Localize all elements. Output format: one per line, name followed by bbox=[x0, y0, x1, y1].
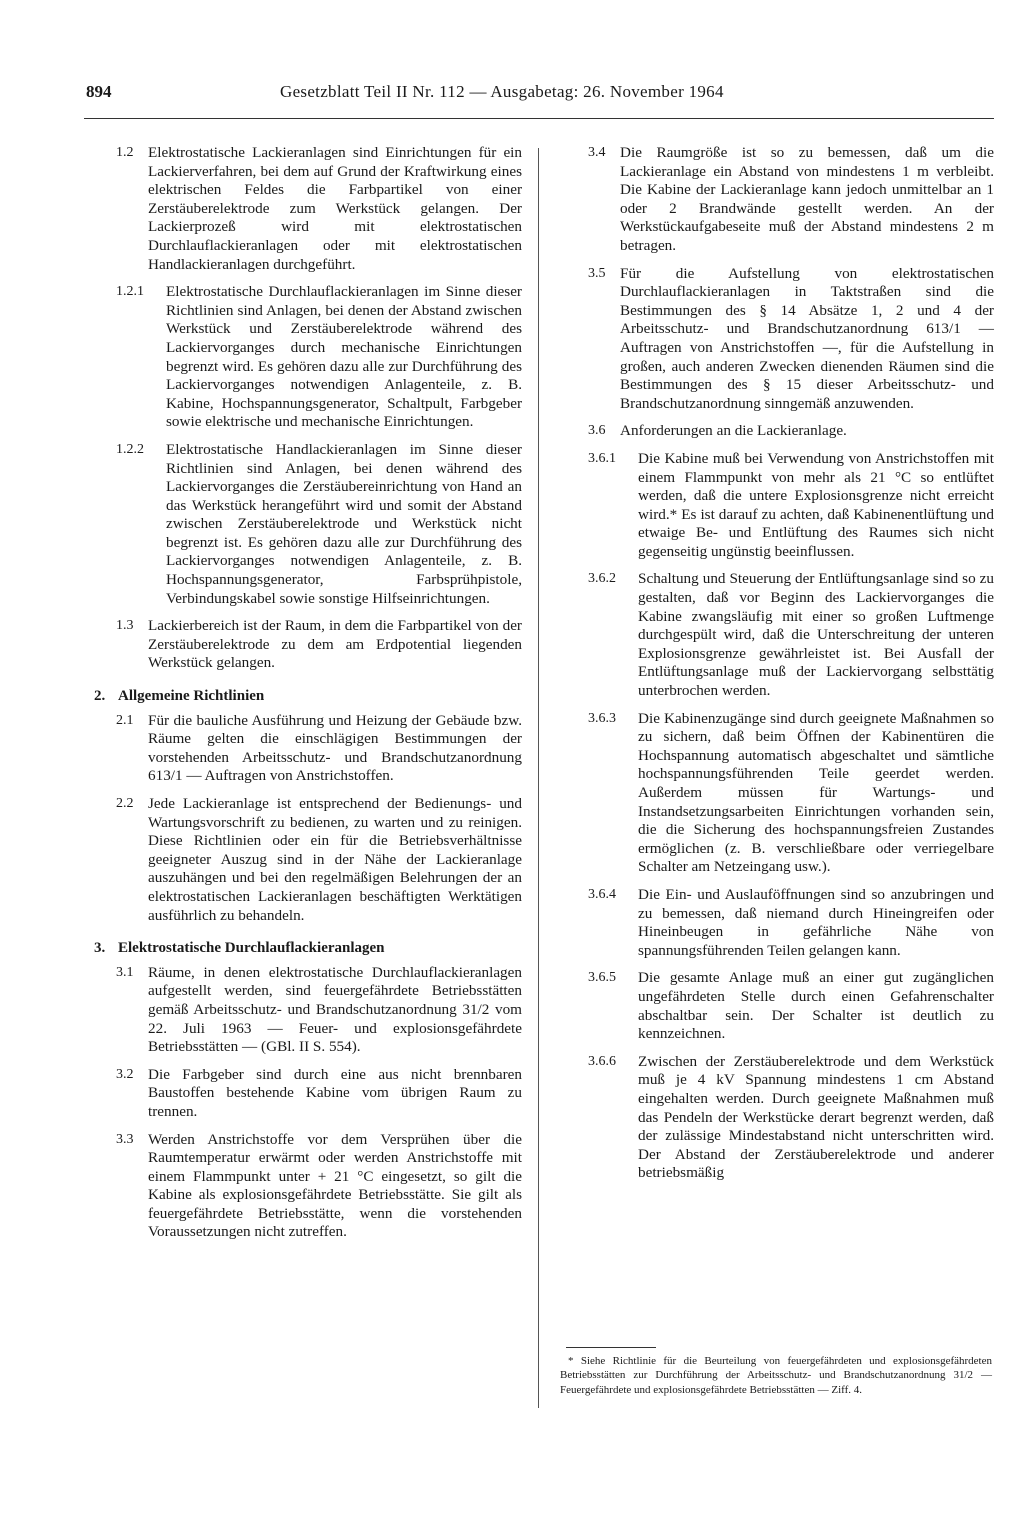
section-number: 3.6.6 bbox=[588, 1053, 616, 1069]
section-3-6-5 bbox=[584, 969, 994, 1043]
heading-number: 3. bbox=[94, 940, 106, 957]
section-number: 3.3 bbox=[116, 1131, 134, 1147]
section-text: Für die Aufstellung von elektrostatischen Durchlauflackieranlagen in Taktstraßen sind die Bestimmungen des § 14 Absätze 1, 2 und 4 der Arbeitsschutz- und Brandschutzanordnung 613/1 — Auftragen von Anstrichstoffen —, für die Aufstellung in großen, auch anderen Zwecken dienenden Räumen sind die Bestimmungen des § 15 dieser Arbeitsschutz- und Brandschutzanordnung sinngemäß anzuwenden. bbox=[620, 264, 994, 412]
section-number: 3.6.2 bbox=[588, 571, 616, 587]
section-1-2-1 bbox=[88, 283, 522, 432]
section-3-6-3 bbox=[584, 710, 994, 877]
section-number: 3.2 bbox=[116, 1066, 134, 1082]
heading-text: Elektrostatische Durchlauflackieranlagen bbox=[118, 940, 385, 957]
section-1-3 bbox=[88, 617, 522, 673]
section-3-5 bbox=[584, 265, 994, 414]
section-number: 3.5 bbox=[588, 265, 606, 281]
section-text: Die Ein- und Auslauföffnungen sind so anzubringen und zu bemessen, daß niemand durch Hineingreifen oder Hineinbeugen in gefährliche Nähe von spannungsführenden Teilen gelangen kann. bbox=[638, 885, 994, 959]
page-number: 894 bbox=[86, 82, 112, 101]
left-column bbox=[88, 144, 522, 1251]
section-text: Anforderungen an die Lackieranlage. bbox=[620, 422, 847, 440]
section-2-2 bbox=[88, 795, 522, 925]
section-number: 2.1 bbox=[116, 712, 134, 728]
section-text: Die Kabine muß bei Verwendung von Anstrichstoffen mit einem Flammpunkt von mehr als 21 °C so entlüftet werden, daß die untere Explosionsgrenze nicht erreicht wird.* Es ist darauf zu achten, daß Kabinenentlüftung und etwaige Be- und Entlüftung des Raumes sich nicht gegenseitig ungünstig beeinflussen. bbox=[638, 449, 994, 560]
section-number: 1.2.1 bbox=[116, 284, 144, 300]
section-3-1 bbox=[88, 964, 522, 1057]
section-number: 1.3 bbox=[116, 618, 134, 634]
section-number: 3.6.3 bbox=[588, 710, 616, 726]
column-divider bbox=[538, 148, 539, 1408]
section-text: Zwischen der Zerstäuberelektrode und dem Werkstück muß je 4 kV Spannung mindestens 1 cm Abstand eingehalten werden. Durch geeignete Maßnahmen muß das Pendeln der Werkstücke derart begrenzt werden, daß der zulässige Mindestabstand nicht unterschritten wird. Der Abstand der Zerstäuberelektrode und anderer betriebsmäßig bbox=[638, 1052, 994, 1182]
section-number: 3.1 bbox=[116, 964, 134, 980]
heading-durchlauflackieranlagen bbox=[88, 939, 522, 958]
section-text: Die Kabinenzugänge sind durch geeignete Maßnahmen so zu sichern, daß beim Öffnen der Kabinentüren die Hochspannung automatisch abgeschaltet und sämtliche hochspannungsführenden Teile geerdet werden. Außerdem müssen für Wartungs- und Instandsetzungsarbeiten Einrichtungen vorhanden sein, die die Sicherung des hochspannungsfreien Zustandes ermöglichen (z. B. verschließbare oder verriegelbare Schalter am Netzeingang usw.). bbox=[638, 709, 994, 876]
section-1-2 bbox=[88, 144, 522, 274]
section-3-6-6 bbox=[584, 1053, 994, 1183]
section-3-6 bbox=[584, 422, 994, 441]
right-column bbox=[584, 144, 994, 1192]
heading-text: Allgemeine Richtlinien bbox=[118, 688, 265, 705]
section-text: Schaltung und Steuerung der Entlüftungsanlage sind so zu gestalten, daß vor Beginn des Lackiervorganges die Kabine zwangsläufig mit einer so großen Luftmenge durchgespült wird, daß die Unterschreitung der unteren Explosionsgrenze gewährleistet ist. Bei Ausfall der Entlüftungsanlage muß der Lackiervorgang selbsttätig unterbrochen werden. bbox=[638, 570, 994, 700]
footnote: * Siehe Richtlinie für die Beurteilung von feuergefährdeten und explosionsgefährdeten Betriebsstätten zur Durchführung der Arbeitsschutz- und Brandschutzanordnung 31/2 — Feuergefährdete und explosionsgefährdete Betriebsstätten — Ziff. 4. bbox=[560, 1355, 992, 1396]
footnote-rule bbox=[566, 1347, 656, 1348]
section-text: Die gesamte Anlage muß an einer gut zugänglichen ungefährdeten Stelle durch einen Gefahrenschalter abschaltbar sein. Der Schalter ist deutlich zu kennzeichnen. bbox=[638, 969, 994, 1043]
section-text: Elektrostatische Lackieranlagen sind Einrichtungen für ein Lackierverfahren, bei dem auf Grund der Kraftwirkung eines elektrischen Feldes die Farbpartikel von einer Zerstäuberelektrode zum Werkstück gelangen. Der Lackierprozeß wird mit elektrostatischen Durchlauflackieranlagen oder mit elektrostatischen Handlackieranlagen durchgeführt. bbox=[148, 144, 522, 273]
section-3-3 bbox=[88, 1131, 522, 1243]
section-text: Werden Anstrichstoffe vor dem Versprühen über die Raumtemperatur erwärmt oder werden Anstrichstoffe mit einem Flammpunkt unter + 21 °C eingesetzt, so gilt die Kabine als explosionsgefährdete Betriebsstätte. Sie gilt als feuergefährdete Betriebsstätte, wenn die vorstehenden Voraussetzungen nicht zutreffen. bbox=[148, 1130, 522, 1241]
section-number: 3.6 bbox=[588, 423, 606, 439]
section-text: Jede Lackieranlage ist entsprechend der Bedienungs- und Wartungsvorschrift zu bedienen, zu warten und zu reinigen. Diese Richtlinien oder ein für die Betriebsverhältnisse geeigneter Auszug sind in der Nähe der Lackieranlage auszuhängen und bei den regelmäßigen Belehrungen der an elektrostatischen Lackieranlagen beschäftigten Werktätigen ausführlich zu behandeln. bbox=[148, 795, 522, 924]
section-3-4 bbox=[584, 144, 994, 256]
section-text: Räume, in denen elektrostatische Durchlauflackieranlagen aufgestellt werden, sind feuergefährdete Betriebsstätten gemäß Arbeitsschutz- und Brandschutzanordnung 31/2 vom 22. Juli 1963 — Feuer- und explosionsgefährdete Betriebsstätten — (GBl. II S. 554). bbox=[148, 963, 522, 1056]
section-text: Die Farbgeber sind durch eine aus nicht brennbaren Baustoffen bestehende Kabine vom übrigen Raum zu trennen. bbox=[148, 1065, 522, 1120]
header-rule bbox=[84, 118, 994, 119]
section-number: 3.6.1 bbox=[588, 450, 616, 466]
section-text: Elektrostatische Durchlauflackieranlagen im Sinne dieser Richtlinien sind Anlagen, bei denen der Abstand zwischen Werkstück und Zerstäuberelektrode während des Lackiervorganges durch mechanische Einrichtungen begrenzt wird. Es gehören dazu alle zur Durchführung des Lackiervorganges notwendigen Anlagenteile, z. B. Kabine, Hochspannungsgenerator, Schaltpult, Farbgeber sowie elektrische und mechanische Einrichtungen. bbox=[166, 283, 522, 431]
section-3-6-1 bbox=[584, 450, 994, 562]
section-text: Die Raumgröße ist so zu bemessen, daß um die Lackieranlage ein Abstand von mindestens 1 m verbleibt. Die Kabine der Lackieranlage kann jedoch unmittelbar an 1 oder 2 Brandwände gestellt werden. An der Werkstückaufgabeseite muß der Abstand mindestens 2 m betragen. bbox=[620, 144, 994, 254]
running-head: Gesetzblatt Teil II Nr. 112 — Ausgabetag: 26. November 1964 bbox=[280, 82, 724, 101]
heading-allgemeine-richtlinien bbox=[88, 687, 522, 706]
section-number: 3.6.5 bbox=[588, 970, 616, 986]
section-3-6-2 bbox=[584, 570, 994, 700]
section-text: Elektrostatische Handlackieranlagen im Sinne dieser Richtlinien sind Anlagen, bei denen während des Lackiervorganges die Zerstäubereinrichtung von Hand an das Werkstück herangeführt wird und somit der Abstand zwischen Zerstäuberelektrode und Werkstück nicht begrenzt ist. Es gehören dazu alle zur Durchführung des Lackiervorganges notwendigen Anlagenteile, z. B. Hochspannungsgenerator, Farbsprühpistole, Verbindungskabel sowie sonstige Hilfseinrichtungen. bbox=[166, 440, 522, 607]
section-3-2 bbox=[88, 1066, 522, 1122]
section-number: 2.2 bbox=[116, 796, 134, 811]
section-3-6-4 bbox=[584, 886, 994, 960]
section-number: 1.2.2 bbox=[116, 441, 144, 457]
section-1-2-2 bbox=[88, 441, 522, 608]
section-number: 3.4 bbox=[588, 145, 606, 160]
section-2-1 bbox=[88, 712, 522, 786]
section-number: 1.2 bbox=[116, 145, 134, 160]
heading-number: 2. bbox=[94, 688, 106, 705]
section-text: Für die bauliche Ausführung und Heizung der Gebäude bzw. Räume gelten die einschlägigen Bestimmungen der vorstehenden Arbeitsschutz- und Brandschutzanordnung 613/1 — Auftragen von Anstrichstoffen. bbox=[148, 711, 522, 785]
section-text: Lackierbereich ist der Raum, in dem die Farbpartikel von der Zerstäuberelektrode zu dem am Erdpotential liegenden Werkstück gelangen. bbox=[148, 617, 522, 672]
section-number: 3.6.4 bbox=[588, 886, 616, 902]
